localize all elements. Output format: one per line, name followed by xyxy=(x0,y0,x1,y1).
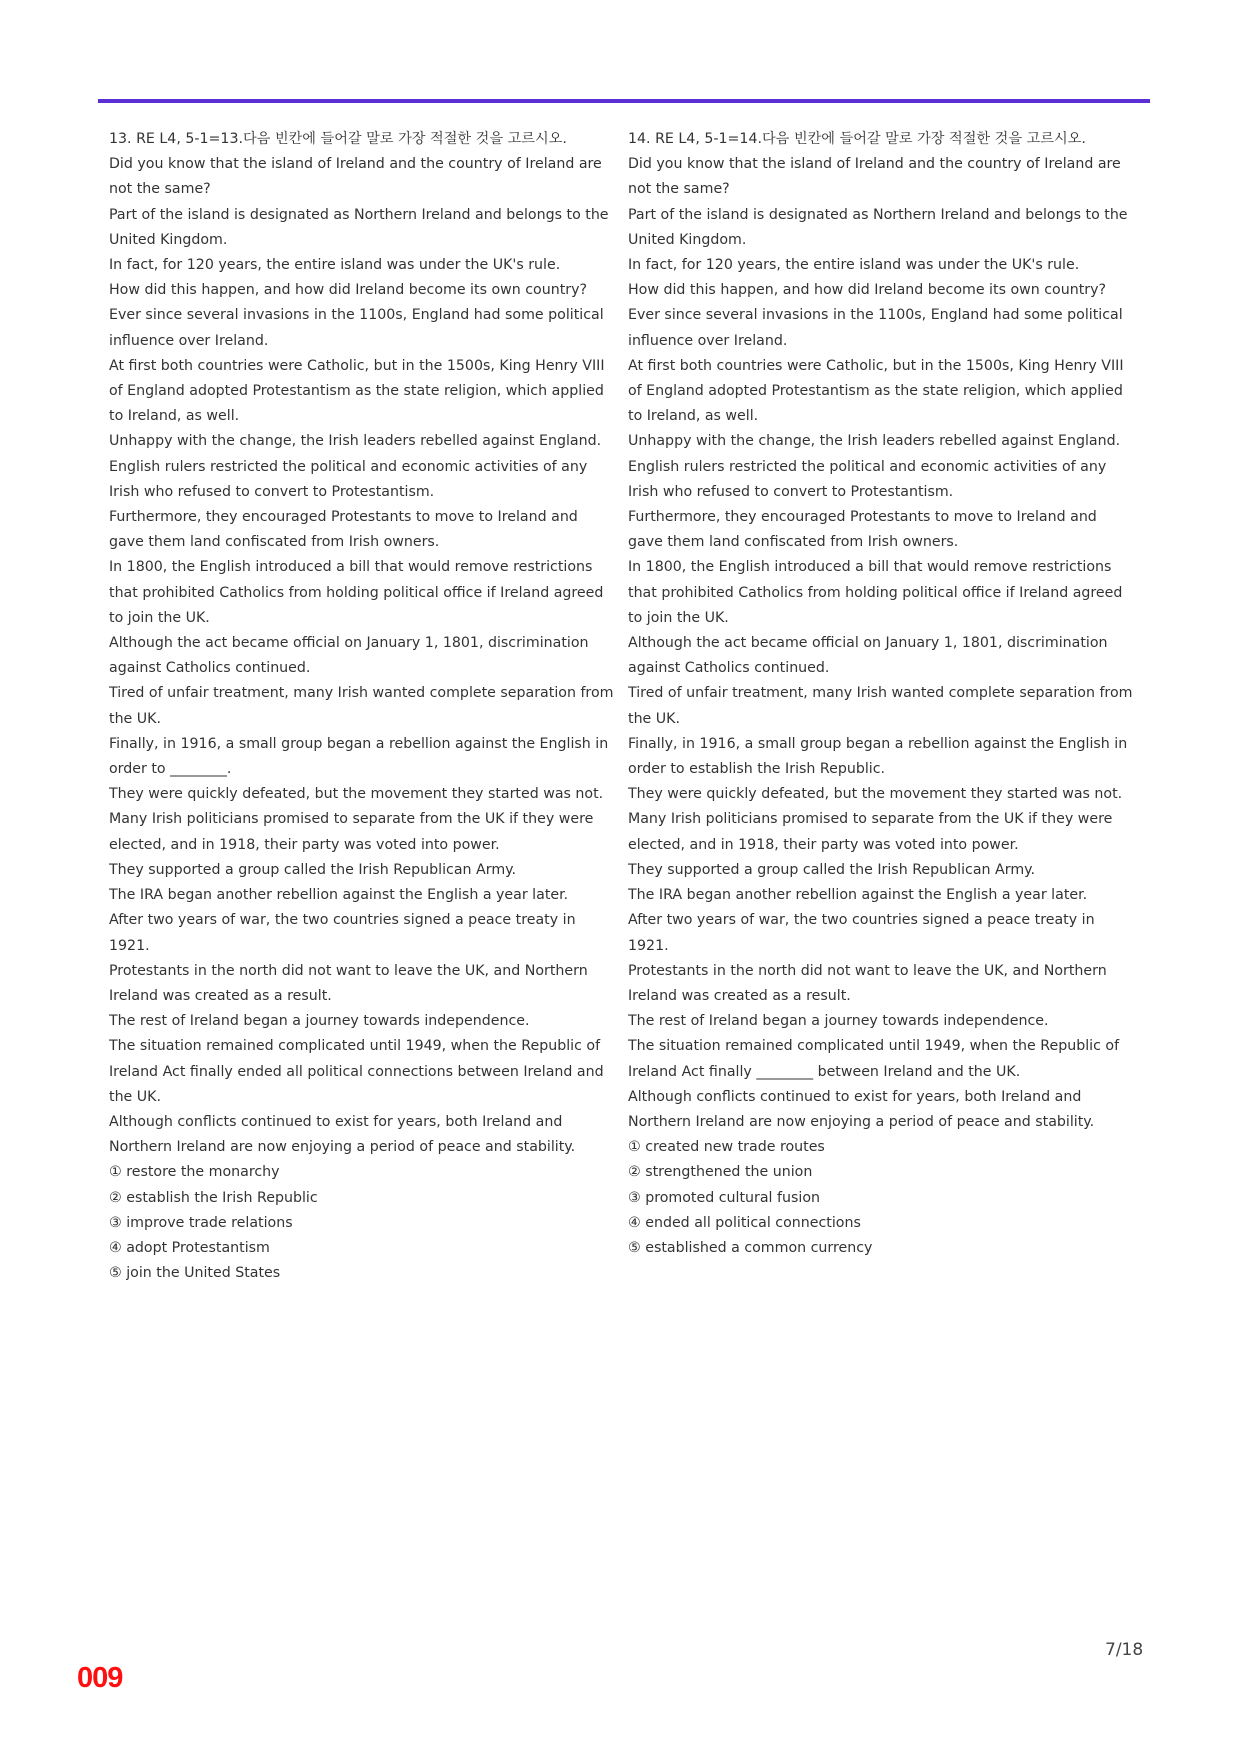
passage-line: The rest of Ireland began a journey towards independence. xyxy=(109,1013,530,1030)
answer-option: ③ promoted cultural fusion xyxy=(628,1189,821,1206)
document-code: 009 xyxy=(77,1662,123,1694)
passage-line: Part of the island is designated as Northern Ireland and belongs to the United Kingdom. xyxy=(628,206,1128,248)
passage-line: Tired of unfair treatment, many Irish wanted complete separation from the UK. xyxy=(109,685,614,727)
passage-line: Unhappy with the change, the Irish leaders rebelled against England. xyxy=(628,433,1121,450)
passage xyxy=(628,152,1133,1135)
passage-line: At first both countries were Catholic, but in the 1500s, King Henry VIII of England adopted Protestantism as the state religion, which applied to Ireland, as well. xyxy=(628,357,1124,425)
passage-line: They supported a group called the Irish Republican Army. xyxy=(109,861,517,878)
answer-option: ② strengthened the union xyxy=(628,1164,813,1181)
top-divider xyxy=(98,99,1150,103)
passage-line: Protestants in the north did not want to leave the UK, and Northern Ireland was created as a result. xyxy=(109,962,588,1004)
passage-line: Finally, in 1916, a small group began a rebellion against the English in order to establish the Irish Republic. xyxy=(628,735,1128,778)
answer-options xyxy=(628,1135,1133,1261)
passage-line: Ever since several invasions in the 1100s, England had some political influence over Ireland. xyxy=(628,307,1123,349)
passage-line: Although the act became official on January 1, 1801, discrimination against Catholics continued. xyxy=(109,635,589,677)
passage xyxy=(109,152,614,1160)
passage-line: In 1800, the English introduced a bill that would remove restrictions that prohibited Catholics from holding political office if Ireland agreed to join the UK. xyxy=(109,559,604,626)
answer-option: ④ ended all political connections xyxy=(628,1214,861,1231)
passage-line: Although conflicts continued to exist for years, both Ireland and Northern Ireland are now enjoying a period of peace and stability. xyxy=(628,1088,1095,1130)
passage-line: In fact, for 120 years, the entire island was under the UK's rule. xyxy=(109,257,561,274)
passage-line: Many Irish politicians promised to separate from the UK if they were elected, and in 1918, their party was voted into power. xyxy=(628,811,1113,853)
passage-line: The situation remained complicated until 1949, when the Republic of Ireland Act finally ________ between Ireland and the UK. xyxy=(628,1038,1120,1080)
passage-line: After two years of war, the two countries signed a peace treaty in 1921. xyxy=(109,912,576,954)
passage-line: Unhappy with the change, the Irish leaders rebelled against England. xyxy=(109,433,602,450)
answer-option: ⑤ join the United States xyxy=(109,1265,281,1282)
passage-line: Furthermore, they encouraged Protestants to move to Ireland and gave them land confiscated from Irish owners. xyxy=(628,509,1097,551)
passage-line: In 1800, the English introduced a bill that would remove restrictions that prohibited Catholics from holding political office if Ireland agreed to join the UK. xyxy=(628,559,1123,626)
passage-line: Tired of unfair treatment, many Irish wanted complete separation from the UK. xyxy=(628,685,1133,727)
passage-line: The situation remained complicated until 1949, when the Republic of Ireland Act finally ended all political connections between Ireland and the UK. xyxy=(109,1038,604,1105)
answer-option: ① restore the monarchy xyxy=(109,1164,280,1181)
passage-line: Did you know that the island of Ireland and the country of Ireland are not the same? xyxy=(628,156,1121,198)
question-header: 14. RE L4, 5-1=14.다음 빈칸에 들어갈 말로 가장 적절한 것을 고르시오. xyxy=(628,131,1086,147)
answer-option: ④ adopt Protestantism xyxy=(109,1239,270,1256)
answer-option: ① created new trade routes xyxy=(628,1139,825,1156)
passage-line: How did this happen, and how did Ireland become its own country? xyxy=(109,282,588,299)
passage-line: Ever since several invasions in the 1100s, England had some political influence over Ireland. xyxy=(109,307,604,349)
passage-line: The rest of Ireland began a journey towards independence. xyxy=(628,1013,1049,1030)
passage-line: They supported a group called the Irish Republican Army. xyxy=(628,861,1036,878)
passage-line: They were quickly defeated, but the movement they started was not. xyxy=(109,786,604,803)
passage-line: The IRA began another rebellion against the English a year later. xyxy=(109,887,569,904)
passage-line: Although the act became official on January 1, 1801, discrimination against Catholics continued. xyxy=(628,635,1108,677)
answer-option: ⑤ established a common currency xyxy=(628,1239,873,1256)
question-14 xyxy=(628,127,1133,1261)
passage-line: English rulers restricted the political and economic activities of any Irish who refused to convert to Protestantism. xyxy=(628,458,1107,500)
passage-line: The IRA began another rebellion against the English a year later. xyxy=(628,887,1088,904)
passage-line: They were quickly defeated, but the movement they started was not. xyxy=(628,786,1123,803)
answer-option: ② establish the Irish Republic xyxy=(109,1189,318,1206)
passage-line: Did you know that the island of Ireland and the country of Ireland are not the same? xyxy=(109,156,602,198)
passage-line: Furthermore, they encouraged Protestants to move to Ireland and gave them land confiscated from Irish owners. xyxy=(109,509,578,551)
question-13 xyxy=(109,127,614,1286)
passage-line: Protestants in the north did not want to leave the UK, and Northern Ireland was created as a result. xyxy=(628,962,1107,1004)
passage-line: Finally, in 1916, a small group began a rebellion against the English in order to ________. xyxy=(109,735,609,778)
passage-line: English rulers restricted the political and economic activities of any Irish who refused to convert to Protestantism. xyxy=(109,458,588,500)
question-header: 13. RE L4, 5-1=13.다음 빈칸에 들어갈 말로 가장 적절한 것을 고르시오. xyxy=(109,131,567,147)
passage-line: Although conflicts continued to exist for years, both Ireland and Northern Ireland are now enjoying a period of peace and stability. xyxy=(109,1113,576,1156)
passage-line: How did this happen, and how did Ireland become its own country? xyxy=(628,282,1107,299)
answer-option: ③ improve trade relations xyxy=(109,1214,293,1231)
passage-line: In fact, for 120 years, the entire island was under the UK's rule. xyxy=(628,257,1080,274)
passage-line: Many Irish politicians promised to separate from the UK if they were elected, and in 1918, their party was voted into power. xyxy=(109,811,594,853)
passage-line: After two years of war, the two countries signed a peace treaty in 1921. xyxy=(628,912,1095,954)
answer-options xyxy=(109,1160,614,1286)
page-number: 7/18 xyxy=(1105,1640,1144,1660)
passage-line: Part of the island is designated as Northern Ireland and belongs to the United Kingdom. xyxy=(109,206,609,248)
passage-line: At first both countries were Catholic, but in the 1500s, King Henry VIII of England adopted Protestantism as the state religion, which applied to Ireland, as well. xyxy=(109,357,605,425)
